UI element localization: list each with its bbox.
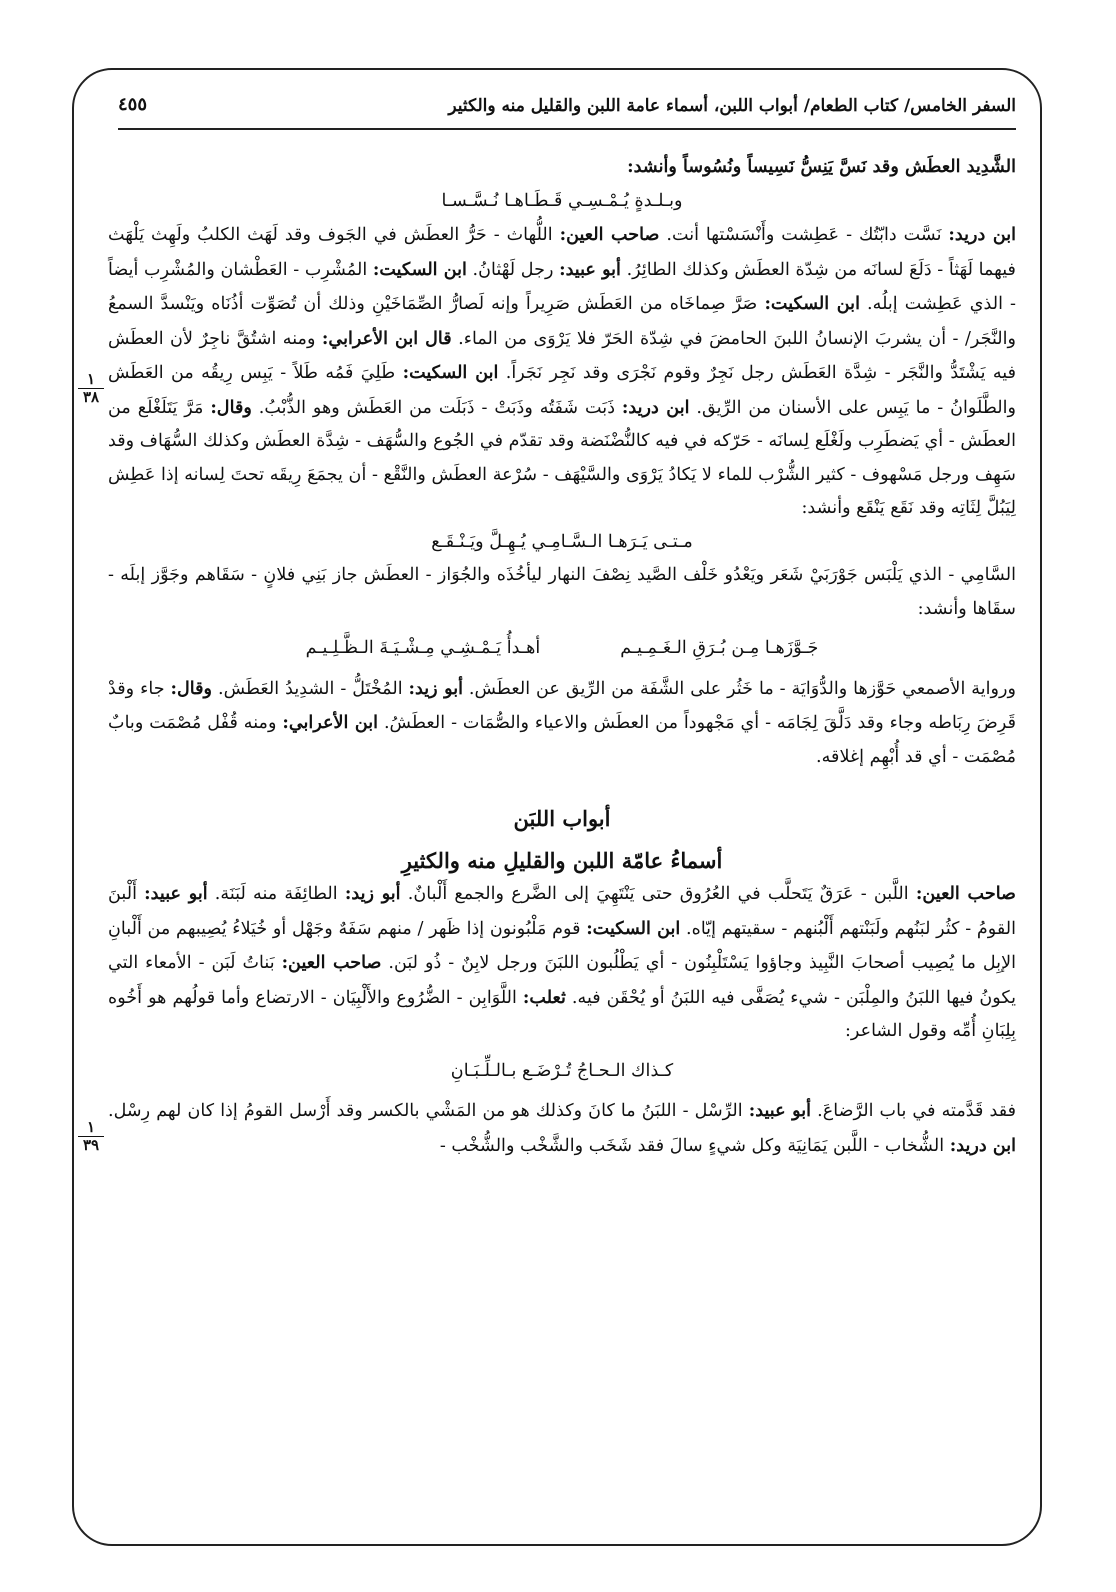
paragraph: السَّامِي - الذي يَلْبَس جَوْرَبَيْ شَعَر ويَعْدُو خَلْف الصَّيد نِصْفَ النهار ليأخُذَه والجُوَاز - العطَش جاز بَنِي فلانٍ - سَقَاهم وجَوَّز إبلَه - سقَاها وأنشد:: [108, 565, 1016, 619]
page-body: [108, 150, 1016, 1163]
verse-line: كـذاك الـحـاجُ تُـرْضَـع بـالـلِّـبَـانِ: [450, 1060, 674, 1081]
margin-marker-38: ١ ٣٨: [78, 372, 104, 405]
paragraph: ورواية الأصمعي حَوَّزها والدُّوَايَة - ما خَثُر على الشَّفَة من الرِّيق عن العطَش. أبو زيد: المُخْتَلُّ - الشدِيدُ العَطَش. وقال: جاء وقدْ قَرِضَ رِبَاطه وجاء وقد دَلَّقَ لِجَامَه - أي مَجْهوداً من العطَش والاعياء والصُّمَات - العطَشُ. ابن الأعرابي: ومنه قُفْل مُصْمَت وبابٌ مُصْمَت - أي قد أُبْهِم إغلاقه.: [108, 677, 1016, 767]
paragraph: فقد قَدَّمته في باب الرَّضاعَ. أبو عبيد: الرِّسْل - اللبَنُ ما كانَ وكذلك هو من المَشْي بالكسر وقد أَرْسل القومُ إذا كان لهم رِسْل. ابن دريد: الشُّخاب - اللَّبن يَمَانِيَة وكل شيءٍ سالَ فقد شَخَب والشَّخْب والشُّخْب -: [108, 1100, 1016, 1156]
header-rule: [118, 128, 1016, 130]
paragraph: ابن دريد: نَسَّت دابّتُك - عَطِشت وأَنْسَسْتها أنت. صاحب العين: اللُّهاث - حَرُّ العطَش في الجَوف وقد لَهَث الكلبُ ولَهِث يَلْهَث فيهما لَهَثاً - دَلَعَ لسانَه من شِدّة العطَش وكذلك الطائِرُ. أبو عبيد: رجل لَهْثانُ. ابن السكيت: المُشْرِب - العَطْشان والمُشْرِب أيضاً - الذي عَطِشت إبلُه. ابن السكيت: صَرَّ صِماخَاه من العَطَش صَرِيراً وإنه لَصارُّ الصِّمَاخَيْنِ وذلك أن تُصَوِّت أذُنَاه ويَنْسدَّ السمعُ والنَّجَر/ - أن يشربَ الإنسانُ اللبنَ الحامضَ في شِدّة الحَرّ فلا يَرْوَى من الماء. قال ابن الأعرابي: ومنه اشتُقَّ ناجِرٌ لأن العطَش فيه يَشْتَدُّ والنَّجَر - شِدَّة العَطَش رجل نَجِرٌ وقوم نَجْرَى وقد نَجِر نَجَراً. ابن السكيت: طَلِيَ فَمُه طَلاً - يَبِس رِيقُه من العَطَش والطَّلَوانُ - ما يَبِس على الأسنان من الرِّيق. ابن دريد: ذَبَت شَفَتُه وذَبَتْ - ذَبَلَت من العَطَش وهو الذُّبْبُ. وقال: مَرَّ يَتَلَغْلَع من العطَش - أي يَضطَرِب ولَغْلَع لِسانَه - حَرّكه في فيه كالنُّضْنَضة وقد تقدّم في الجُوع والسُّهَف - شِدَّة العطَش وكذلك السُّهَاف وقد سَهِف ورجل مَسْهوف - كثير الشُّرْب للماء لا يَكادُ يَرْوَى والسَّيْهَف - سُرْعة العطَش والنَّقْع - أن يجمَعَ رِيقَه تحتَ لِسانه إذا عَطِش لِيَبُلَّ لِثَاتِه وقد نَقَع يَنْقَع وأنشد:: [108, 224, 1017, 518]
page-header: [118, 92, 1016, 122]
paragraph: صاحب العين: اللَّبن - عَرَقٌ يَتَحلَّب في العُرُوق حتى يَنْتَهِيَ إلى الضَّرع والجمع أَلْبانٌ. أبو زيد: الطائِفَة منه لَبَنَة. أبو عبيد: أَلْبنَ القومُ - كثُر لبَنُهم ولَبَنْتهم أَلْبُنهم - سقيتهم إيّاه. ابن السكيت: قوم مَلْبُونون إذا ظَهر / منهم سَفَهٌ وجَهْل أو خُيَلاءُ يُصِيبهم من أَلْبانِ الإبِل ما يُصِيب أصحابَ النَّبِيذ وجاؤوا يَسْتَلْبِنُون - أي يَطْلُبون اللبَنَ ورجل لابِنٌ - ذُو لبَن. صاحب العين: بَناتُ لَبَن - الأمعاء التي يكونُ فيها اللبَنُ والمِلْبَن - شيء يُصَفَّى فيه اللبَنُ أو يُحْقَن فيه. ثعلب: اللَّوَابِن - الضُّرُوع والأَلْبِيَان - الارتضاع وأما قولُهم هو أَخُوه بِلِبَانِ أُمِّه وقول الشاعر:: [108, 883, 1017, 1041]
verse-couplet: جَـوَّزَهـا مِـن بُـرَقِ الـغَـمِـيـم أهـدأُ يَـمْـشِـي مِـشْـيَـةَ الـظَّـلِـيـم: [305, 638, 819, 658]
verse-line: مـتـى يَـرَهـا الـسَّـامِـي يُـهِـلَّ ويَـنْـقَـع: [431, 531, 693, 552]
page-number: ٤٥٥: [118, 94, 148, 115]
subsection-heading: أسماءُ عامّة اللبن والقليلِ منه والكثيرِ: [401, 847, 723, 873]
running-title: السفر الخامس/ كتاب الطعام/ أبواب اللبن، أسماء عامة اللبن والقليل منه والكثير: [448, 96, 1016, 116]
paragraph: الشَّدِيد العطَش وقد نَسَّ يَنِسُّ نَسِيساً ونُسُوساً وأنشد:: [627, 156, 1016, 177]
margin-marker-39: ١ ٣٩: [78, 1120, 104, 1153]
section-heading: أبواب اللبَن: [513, 806, 611, 831]
verse-line: وبـلـدةٍ يُـمْـسِـي قَـطَـاهـا نُـسَّـسـا: [441, 190, 683, 211]
